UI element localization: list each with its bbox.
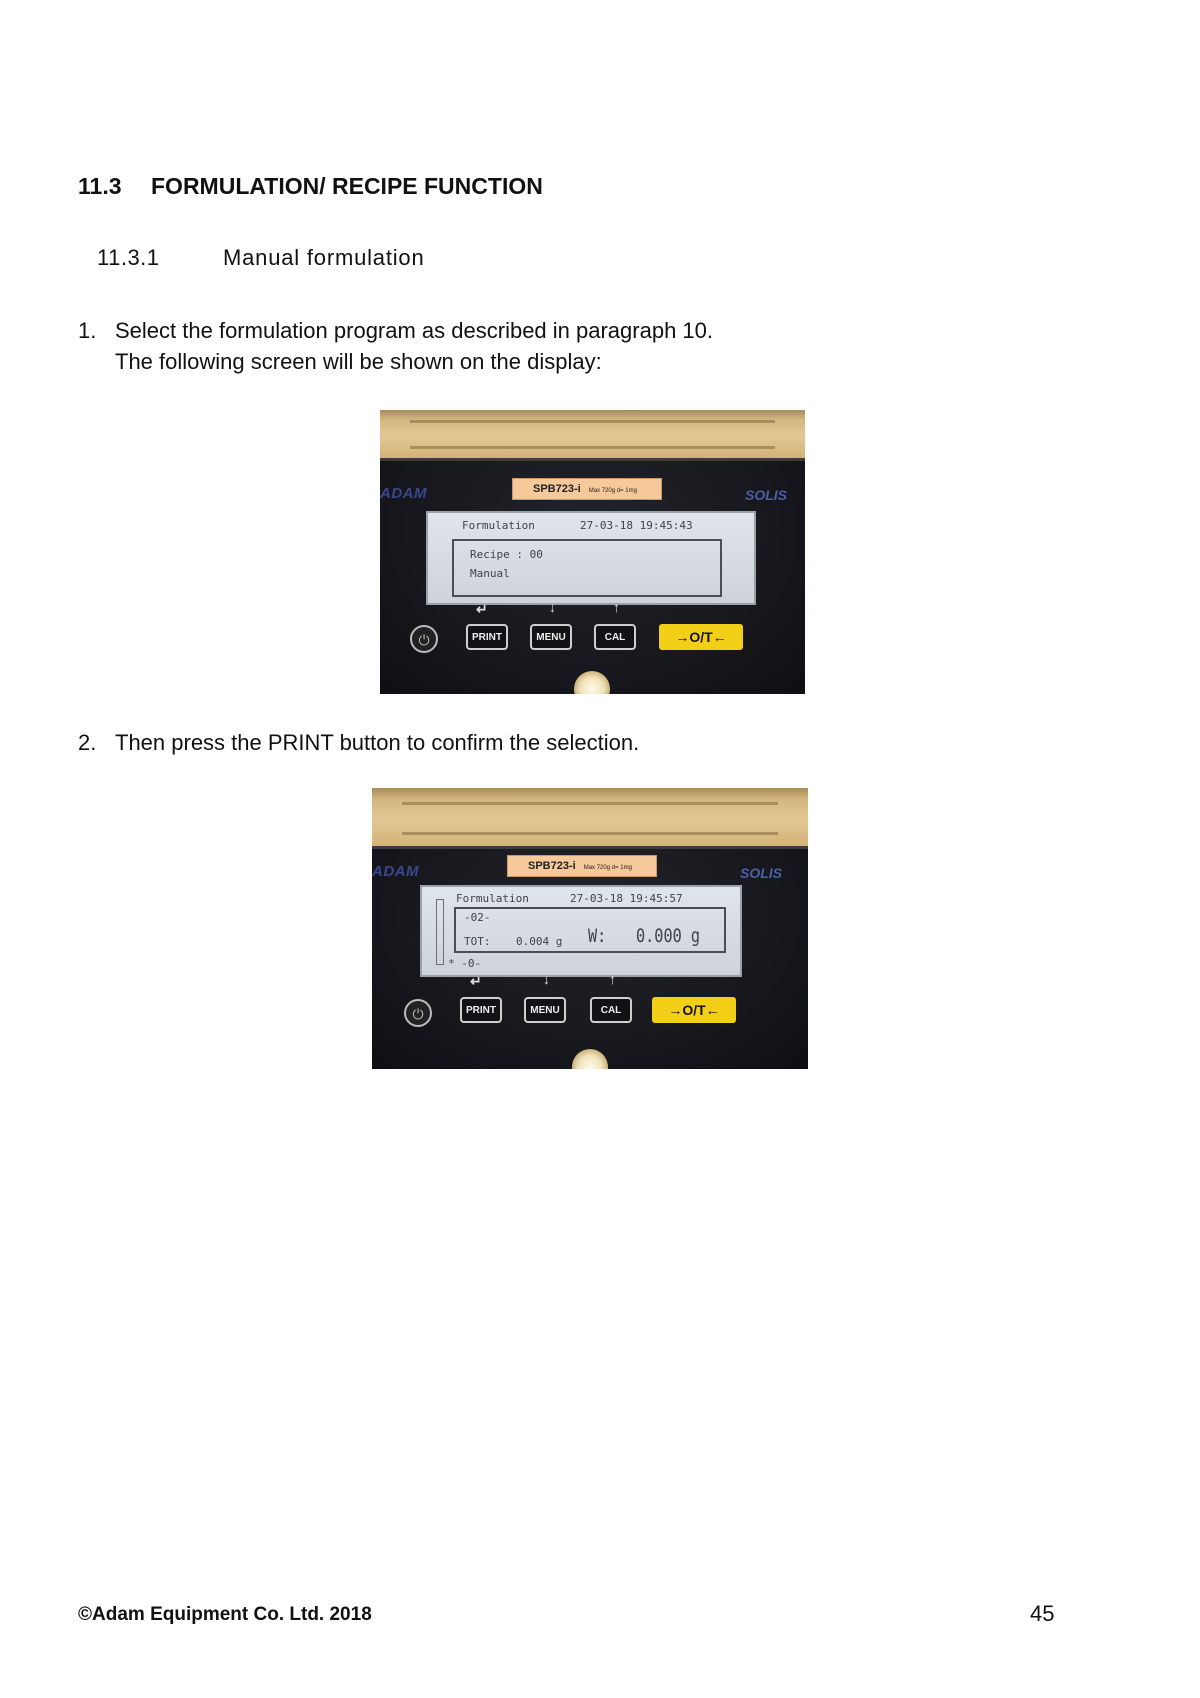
- scale-draft-shield: [372, 788, 808, 848]
- section-title: FORMULATION/ RECIPE FUNCTION: [151, 173, 543, 199]
- brand-logo: ADAM: [372, 863, 419, 880]
- step-2-line-1: Then press the PRINT button to confirm the selection.: [115, 730, 640, 755]
- lcd-bargraph: [436, 899, 444, 965]
- step-1-text: [115, 315, 713, 377]
- menu-key[interactable]: MENU: [530, 624, 572, 650]
- up-arrow-icon: ↑: [609, 971, 616, 987]
- lcd-recipe-line: Recipe : 00: [470, 548, 543, 561]
- lcd-step-line: -02-: [464, 911, 491, 924]
- brand-logo: ADAM: [380, 485, 427, 502]
- scale-display-photo-1: [380, 410, 805, 694]
- print-key[interactable]: PRINT: [460, 997, 502, 1023]
- cal-key[interactable]: CAL: [594, 624, 636, 650]
- model-name: SPB723-i: [528, 860, 576, 872]
- control-panel: [380, 458, 805, 694]
- lcd-weight-value: 0.000 g: [636, 925, 701, 947]
- level-bubble: [574, 671, 610, 694]
- lcd-content-box: [454, 907, 726, 953]
- lcd-weight-label: W:: [588, 925, 607, 947]
- step-2-text: [115, 727, 639, 758]
- series-name: SOLIS: [740, 865, 783, 881]
- lcd-screen: [426, 511, 756, 605]
- tare-zero-key[interactable]: →O/T←: [652, 997, 736, 1023]
- model-name: SPB723-i: [533, 483, 581, 495]
- scale-display-photo-2: [372, 788, 808, 1069]
- lcd-mode: Formulation: [456, 892, 529, 905]
- down-arrow-icon: ↓: [549, 599, 556, 615]
- subsection-number: 11.3.1: [97, 245, 160, 270]
- print-key[interactable]: PRINT: [466, 624, 508, 650]
- menu-key[interactable]: MENU: [524, 997, 566, 1023]
- model-label: [512, 478, 662, 500]
- model-spec: Max 720g d= 1mg: [583, 865, 632, 871]
- cal-key[interactable]: CAL: [590, 997, 632, 1023]
- down-arrow-icon: ↓: [543, 971, 550, 987]
- lcd-datetime: 27-03-18 19:45:43: [580, 519, 693, 532]
- control-panel: [372, 846, 808, 1069]
- lcd-target-line: * -0-: [448, 957, 482, 970]
- lcd-mode: Formulation: [462, 519, 535, 532]
- up-arrow-icon: ↑: [613, 599, 620, 615]
- lcd-content-box: [452, 539, 722, 597]
- lcd-total-label: TOT:: [464, 935, 491, 948]
- step-1-line-2: The following screen will be shown on the display:: [115, 349, 602, 374]
- model-spec: Max 720g d= 1mg: [588, 488, 637, 494]
- step-2-number: 2.: [78, 730, 97, 755]
- lcd-datetime: 27-03-18 19:45:57: [570, 892, 683, 905]
- power-icon[interactable]: ⏻: [404, 999, 432, 1027]
- subsection-title: Manual formulation: [223, 245, 425, 270]
- power-icon[interactable]: ⏻: [410, 625, 438, 653]
- section-number: 11.3: [78, 173, 122, 199]
- footer-copyright: ©Adam Equipment Co. Ltd. 2018: [78, 1604, 372, 1625]
- lcd-mode-line: Manual: [470, 567, 510, 580]
- enter-arrow-icon: ↵: [470, 973, 482, 989]
- step-1-line-1: Select the formulation program as described in paragraph 10.: [115, 318, 714, 343]
- enter-arrow-icon: ↵: [476, 601, 488, 617]
- page-number: 45: [1030, 1601, 1055, 1626]
- step-1-number: 1.: [78, 318, 97, 343]
- level-bubble: [572, 1049, 608, 1069]
- series-name: SOLIS: [745, 487, 788, 503]
- scale-draft-shield: [380, 410, 805, 460]
- model-label: [507, 855, 657, 877]
- lcd-screen: [420, 885, 742, 977]
- tare-zero-key[interactable]: →O/T←: [659, 624, 743, 650]
- lcd-total-value: 0.004 g: [516, 935, 563, 948]
